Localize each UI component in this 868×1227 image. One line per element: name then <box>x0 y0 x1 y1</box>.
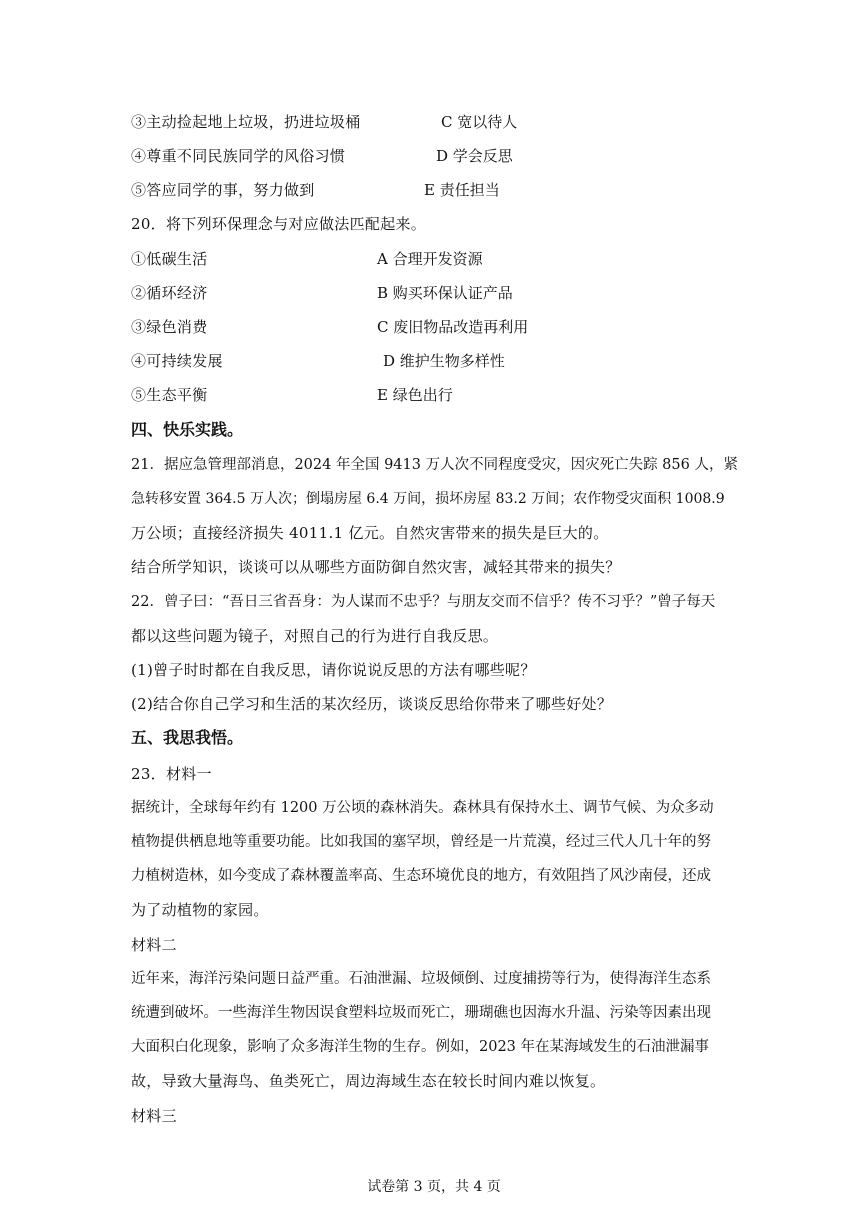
q23-material-2-line-2: 统遭到破坏。一些海洋生物因误食塑料垃圾而死亡，珊瑚礁也因海水升温、污染等因素出现 <box>131 1005 711 1021</box>
q22-line-2: 都以这些问题为镜子，对照自己的行为进行自我反思。 <box>131 627 499 645</box>
q23-material-1-line-2: 植物提供栖息地等重要功能。比如我国的塞罕坝，曾经是一片荒漠，经过三代人几十年的努 <box>131 834 711 850</box>
q19-item-3-left: ③主动捡起地上垃圾，扔进垃圾桶 <box>131 113 361 131</box>
q20-stem: 20．将下列环保理念与对应做法匹配起来。 <box>131 215 427 233</box>
page-footer: 试卷第 3 页，共 4 页 <box>367 1179 501 1195</box>
q20-item-5-left: ⑤生态平衡 <box>131 386 208 404</box>
q20-item-3-left: ③绿色消费 <box>131 318 208 336</box>
q20-item-2-left: ②循环经济 <box>131 284 208 302</box>
section-5-title: 五、我思我悟。 <box>131 728 244 747</box>
q23-material-2-line-3: 大面积白化现象，影响了众多海洋生物的生存。例如，2023 年在某海域发生的石油泄漏事 <box>131 1039 710 1055</box>
q23-material-1-line-1: 据统计，全球每年约有 1200 万公顷的森林消失。森林具有保持水土、调节气候、为众多动 <box>131 800 714 816</box>
q23-material-1-label: 23．材料一 <box>131 765 212 783</box>
q20-item-3-right: C 废旧物品改造再利用 <box>377 318 529 336</box>
q21-question: 结合所学知识，谈谈可以从哪些方面防御自然灾害，减轻其带来的损失？ <box>131 558 621 576</box>
q21-line-3: 万公顷；直接经济损失 4011.1 亿元。自然灾害带来的损失是巨大的。 <box>131 524 609 542</box>
q20-item-1-right: A 合理开发资源 <box>377 250 483 268</box>
q19-item-3-right: C 宽以待人 <box>441 113 518 131</box>
q19-item-5-left: ⑤答应同学的事，努力做到 <box>131 181 315 199</box>
q23-material-1-line-3: 力植树造林，如今变成了森林覆盖率高、生态环境优良的地方，有效阻挡了风沙南侵，还成 <box>131 868 711 884</box>
q20-item-4-right: D 维护生物多样性 <box>383 352 505 370</box>
q21-line-2: 急转移安置 364.5 万人次；倒塌房屋 6.4 万间，损坏房屋 83.2 万间；农作物受灾面积 1008.9 <box>131 491 725 507</box>
q22-sub-2: (2)结合你自己学习和生活的某次经历，谈谈反思给你带来了哪些好处？ <box>131 695 613 713</box>
q19-item-5-right: E 责任担当 <box>424 181 500 199</box>
q23-material-2-line-4: 故，导致大量海鸟、鱼类死亡，周边海域生态在较长时间内难以恢复。 <box>131 1072 606 1090</box>
q19-item-4-left: ④尊重不同民族同学的风俗习惯 <box>131 147 346 165</box>
section-4-title: 四、快乐实践。 <box>131 420 244 439</box>
q23-material-2-line-1: 近年来，海洋污染问题日益严重。石油泄漏、垃圾倾倒、过度捕捞等行为，使得海洋生态系 <box>131 971 711 987</box>
q23-material-3-label: 材料三 <box>131 1107 177 1125</box>
q20-item-5-right: E 绿色出行 <box>377 386 453 404</box>
q22-sub-1: (1)曾子时时都在自我反思，请你说说反思的方法有哪些呢？ <box>131 661 536 679</box>
q19-item-4-right: D 学会反思 <box>436 147 513 165</box>
q23-material-2-label: 材料二 <box>131 936 177 954</box>
q23-material-1-line-4: 为了动植物的家园。 <box>131 901 269 919</box>
q20-item-2-right: B 购买环保认证产品 <box>377 284 513 302</box>
q20-item-1-left: ①低碳生活 <box>131 250 208 268</box>
q21-line-1: 21．据应急管理部消息，2024 年全国 9413 万人次不同程度受灾，因灾死亡失踪 856 人，紧 <box>131 457 738 473</box>
q22-line-1: 22．曾子曰：“吾日三省吾身：为人谋而不忠乎？与朋友交而不信乎？传不习乎？”曾子每天 <box>131 594 716 610</box>
q20-item-4-left: ④可持续发展 <box>131 352 223 370</box>
